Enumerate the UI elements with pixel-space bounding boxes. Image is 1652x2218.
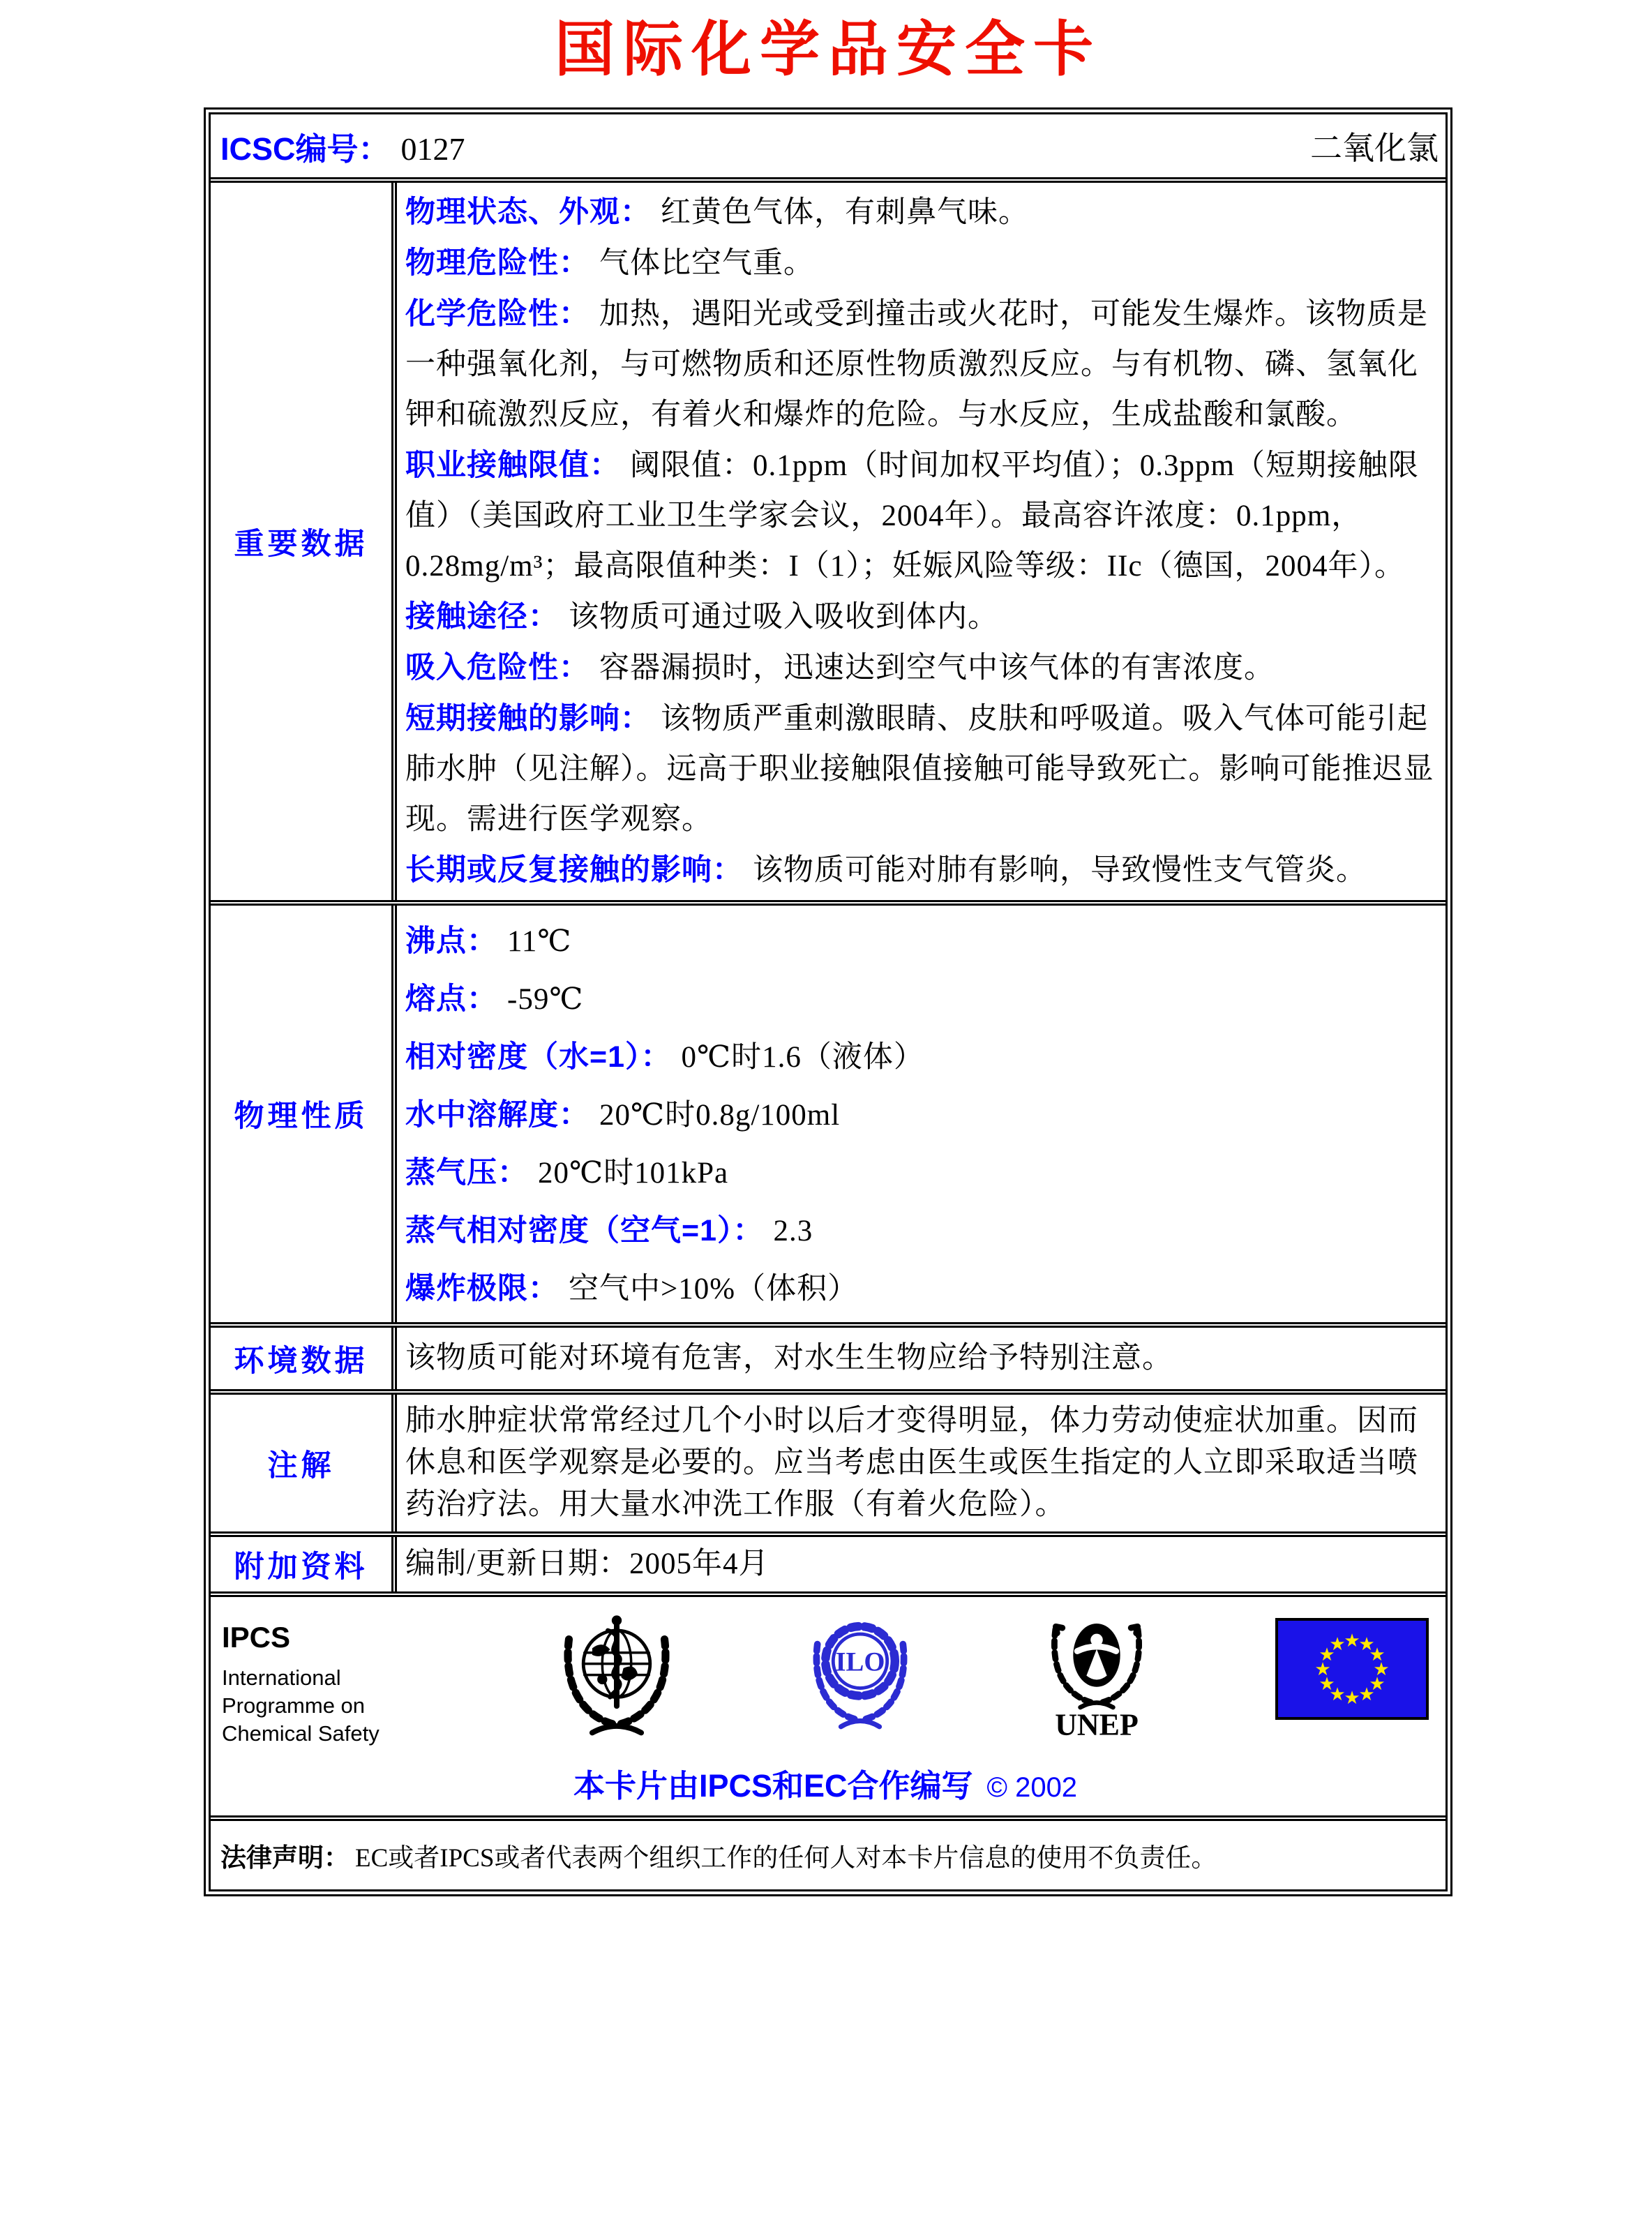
property-term: 沸点： [405, 924, 497, 959]
section-label-notes: 注解 [267, 1448, 335, 1483]
svg-text:★: ★ [1358, 1684, 1375, 1706]
eu-flag [1275, 1608, 1429, 1720]
field-text: 红黄色气体，有刺鼻气味。 [661, 196, 1029, 230]
property-term: 爆炸极限： [405, 1272, 559, 1306]
property-line [405, 1086, 1436, 1144]
field-term: 吸入危险性： [405, 651, 590, 685]
data-paragraph [405, 440, 1436, 592]
icsc-number-value: 0127 [400, 130, 465, 167]
section-label-important-data: 重要数据 [234, 527, 368, 561]
svg-text:★: ★ [1329, 1684, 1346, 1706]
ipcs-name: IPCS [222, 1621, 291, 1654]
data-paragraph [405, 592, 1436, 643]
additional-info-row [211, 1531, 1446, 1591]
property-line [405, 913, 1436, 971]
ipcs-subtitle-line2: Programme on [222, 1693, 366, 1718]
data-paragraph [405, 187, 1436, 238]
svg-text:★: ★ [1329, 1634, 1346, 1656]
physical-properties-row [211, 900, 1446, 1322]
property-line [405, 1144, 1436, 1202]
field-text: 该物质严重刺激眼睛、皮肤和呼吸道。吸入气体可能引起肺水肿（见注解）。远高于职业接触限值接触可能导致死亡。影响可能推迟显现。需进行医学观察。 [405, 703, 1434, 837]
field-text: 加热，遇阳光或受到撞击或火花时，可能发生爆炸。该物质是一种强氧化剂，与可燃物质和还原性物质激烈反应。与有机物、磷、氢氧化钾和硫激烈反应，有着火和爆炸的危险。与水反应，生成盐酸和氯酸。 [405, 298, 1428, 432]
notes-text: 肺水肿症状常常经过几个小时以后才变得明显，体力劳动使症状加重。因而休息和医学观察是必要的。应当考虑由医生或医生指定的人立即采取适当喷药治疗法。用大量水冲洗工作服（有着火危险）。 [391, 1395, 1446, 1531]
property-line [405, 1028, 1436, 1086]
field-term: 化学危险性： [405, 297, 590, 331]
logos-line [222, 1608, 1429, 1748]
copyright-text: © 2002 [986, 1772, 1078, 1804]
svg-text:★: ★ [1319, 1674, 1335, 1695]
svg-text:★: ★ [1369, 1674, 1386, 1695]
data-paragraph [405, 845, 1436, 896]
physical-properties-content [391, 906, 1446, 1322]
field-term: 物理危险性： [405, 246, 590, 280]
who-icon [548, 1608, 685, 1739]
ilo-icon [802, 1608, 918, 1735]
property-term: 蒸气相对密度（空气=1）： [405, 1214, 764, 1248]
ilo-logo-text: ILO [835, 1647, 885, 1677]
field-text: 气体比空气重。 [599, 247, 814, 280]
svg-text:★: ★ [1319, 1644, 1335, 1666]
unep-logo [1035, 1608, 1158, 1738]
eu-flag-icon [1275, 1618, 1429, 1720]
data-paragraph [405, 643, 1436, 694]
svg-text:★: ★ [1314, 1659, 1331, 1681]
environmental-data-text: 该物质可能对环境有危害，对水生生物应给予特别注意。 [391, 1328, 1446, 1389]
field-text: 该物质可能对肺有影响，导致慢性支气管炎。 [753, 854, 1367, 887]
legal-text: EC或者IPCS或者代表两个组织工作的任何人对本卡片信息的使用不负责任。 [355, 1844, 1217, 1873]
important-data-row [211, 177, 1446, 900]
svg-text:★: ★ [1373, 1659, 1390, 1681]
property-line [405, 1202, 1436, 1260]
svg-text:★: ★ [1369, 1644, 1386, 1666]
field-term: 职业接触限值： [405, 449, 620, 483]
ipcs-text-block [222, 1608, 431, 1748]
page-title: 国际化学品安全卡 [555, 16, 1102, 83]
ilo-logo [802, 1608, 918, 1735]
ipcs-subtitle-line1: International [222, 1665, 341, 1691]
environmental-data-row [211, 1322, 1446, 1389]
page-wrap [204, 0, 1452, 1896]
unep-logo-text: UNEP [1055, 1707, 1139, 1739]
data-paragraph [405, 289, 1436, 440]
property-term: 熔点： [405, 982, 497, 1017]
field-term: 物理状态、外观： [405, 195, 651, 230]
field-term: 短期接触的影响： [405, 702, 651, 736]
icsc-card [204, 107, 1452, 1896]
notes-row [211, 1389, 1446, 1531]
property-value: 11℃ [507, 925, 572, 959]
important-data-content [391, 183, 1446, 900]
logos-row [211, 1591, 1446, 1815]
icsc-number-group [220, 123, 465, 169]
section-label-additional-info: 附加资料 [234, 1550, 368, 1584]
who-logo [548, 1608, 685, 1739]
legal-label: 法律声明： [220, 1843, 350, 1873]
icsc-number-label: ICSC编号： [220, 130, 390, 167]
chemical-name: 二氧化氯 [1310, 130, 1439, 167]
property-term: 水中溶解度： [405, 1098, 590, 1132]
ipcs-subtitle-line3: Chemical Safety [222, 1721, 380, 1746]
field-text: 阈限值：0.1ppm（时间加权平均值）；0.3ppm（短期接触限值）（美国政府工业卫生学家会议，2004年）。最高容许浓度：0.1ppm，0.28mg/m³；最高限值种类：I（1）；妊娠风险等级：IIc（德国，2004年）。 [405, 449, 1419, 583]
field-text: 该物质可通过吸入吸收到体内。 [569, 601, 998, 634]
property-line [405, 1260, 1436, 1318]
property-value: 20℃时101kPa [538, 1157, 729, 1190]
data-paragraph [405, 238, 1436, 289]
property-value: 20℃时0.8g/100ml [599, 1099, 841, 1132]
legal-row [211, 1815, 1446, 1889]
section-label-physical-properties: 物理性质 [234, 1100, 368, 1134]
svg-text:★: ★ [1344, 1631, 1360, 1652]
unep-icon [1035, 1608, 1158, 1738]
header-row [211, 114, 1446, 177]
credit-line [222, 1760, 1429, 1806]
svg-text:★: ★ [1358, 1634, 1375, 1656]
field-text: 容器漏损时，迅速达到空气中该气体的有害浓度。 [599, 652, 1275, 685]
property-term: 相对密度（水=1）： [405, 1040, 672, 1074]
credit-text: 本卡片由IPCS和EC合作编写 [573, 1768, 973, 1804]
property-line [405, 971, 1436, 1028]
field-term: 长期或反复接触的影响： [405, 853, 743, 887]
property-term: 蒸气压： [405, 1156, 528, 1190]
field-term: 接触途径： [405, 600, 559, 634]
property-value: 2.3 [773, 1215, 813, 1248]
data-paragraph [405, 694, 1436, 845]
section-label-environmental-data: 环境数据 [234, 1344, 368, 1378]
property-value: -59℃ [507, 983, 584, 1017]
svg-text:★: ★ [1344, 1688, 1360, 1709]
property-value: 0℃时1.6（液体） [681, 1041, 924, 1074]
additional-info-text: 编制/更新日期：2005年4月 [391, 1537, 1446, 1591]
property-value: 空气中>10%（体积） [569, 1273, 859, 1306]
